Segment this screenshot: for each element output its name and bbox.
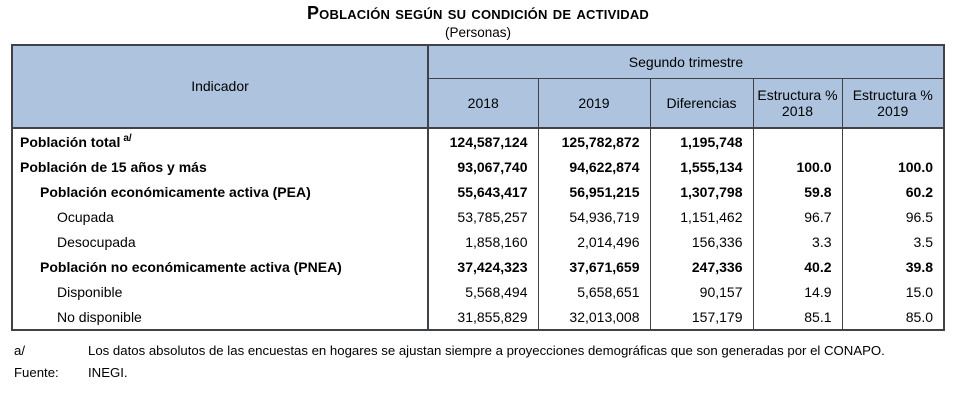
value-diff-cell: 1,151,462 — [650, 204, 753, 229]
column-header-estructura-2018: Estructura % 2018 — [753, 79, 842, 129]
row-label-cell: Población no económicamente activa (PNEA) — [12, 254, 428, 279]
column-header-indicator: Indicador — [12, 45, 428, 128]
value-est2018-cell: 3.3 — [753, 229, 842, 254]
table-header — [12, 45, 944, 128]
table-row — [12, 279, 944, 304]
table-row — [12, 254, 944, 279]
column-group-header: Segundo trimestre — [428, 45, 944, 79]
page-title: Población según su condición de actividad — [306, 3, 650, 23]
column-header-2018: 2018 — [428, 79, 538, 129]
value-est2019-cell: 96.5 — [842, 204, 944, 229]
value-diff-cell: 1,555,134 — [650, 154, 753, 179]
row-label-cell: Desocupada — [12, 229, 428, 254]
value-2019-cell: 32,013,008 — [538, 304, 650, 330]
value-diff-cell: 90,157 — [650, 279, 753, 304]
footnote-label: a/ — [14, 343, 25, 359]
row-label-cell: Ocupada — [12, 204, 428, 229]
value-2018-cell: 1,858,160 — [428, 229, 538, 254]
table-row — [12, 204, 944, 229]
row-label: Población total — [20, 133, 121, 150]
value-2018-cell: 31,855,829 — [428, 304, 538, 330]
column-header-2019: 2019 — [538, 79, 650, 129]
table-body — [12, 128, 944, 330]
row-label-cell: Disponible — [12, 279, 428, 304]
value-est2019-cell: 100.0 — [842, 154, 944, 179]
value-est2018-cell: 14.9 — [753, 279, 842, 304]
value-2019-cell: 54,936,719 — [538, 204, 650, 229]
value-2018-cell: 53,785,257 — [428, 204, 538, 229]
row-label-cell: Población económicamente activa (PEA) — [12, 179, 428, 204]
row-label-cell: No disponible — [12, 304, 428, 330]
value-2019-cell: 2,014,496 — [538, 229, 650, 254]
table-row — [12, 154, 944, 179]
value-est2019-cell: 85.0 — [842, 304, 944, 330]
source-label: Fuente: — [14, 365, 59, 381]
value-diff-cell: 157,179 — [650, 304, 753, 330]
column-header-diferencias: Diferencias — [650, 79, 753, 129]
value-est2018-cell: 96.7 — [753, 204, 842, 229]
value-2019-cell: 94,622,874 — [538, 154, 650, 179]
value-est2018-cell: 40.2 — [753, 254, 842, 279]
table-row — [12, 179, 944, 204]
value-2019-cell: 125,782,872 — [538, 128, 650, 154]
value-diff-cell: 247,336 — [650, 254, 753, 279]
value-est2019-cell: 15.0 — [842, 279, 944, 304]
row-label-cell — [12, 128, 428, 154]
value-2019-cell: 5,658,651 — [538, 279, 650, 304]
value-2018-cell: 93,067,740 — [428, 154, 538, 179]
value-est2018-cell: 100.0 — [753, 154, 842, 179]
value-2018-cell: 37,424,323 — [428, 254, 538, 279]
page-subtitle: (Personas) — [444, 24, 512, 40]
footnote-ref: a/ — [123, 133, 132, 145]
value-2018-cell: 5,568,494 — [428, 279, 538, 304]
header-group-row — [12, 45, 944, 79]
table-row — [12, 128, 944, 154]
activity-table — [11, 44, 945, 331]
value-2018-cell: 55,643,417 — [428, 179, 538, 204]
value-est2018-cell: 85.1 — [753, 304, 842, 330]
value-2018-cell: 124,587,124 — [428, 128, 538, 154]
row-label-cell: Población de 15 años y más — [12, 154, 428, 179]
footnotes — [14, 342, 956, 382]
table-row — [12, 304, 944, 330]
column-header-estructura-2019: Estructura % 2019 — [842, 79, 944, 129]
table-row — [12, 229, 944, 254]
source-line — [14, 364, 956, 382]
value-est2018-cell: 59.8 — [753, 179, 842, 204]
value-est2019-cell — [842, 128, 944, 154]
value-diff-cell: 1,195,748 — [650, 128, 753, 154]
value-diff-cell: 156,336 — [650, 229, 753, 254]
value-est2019-cell: 39.8 — [842, 254, 944, 279]
value-2019-cell: 37,671,659 — [538, 254, 650, 279]
source-text: INEGI. — [88, 365, 128, 381]
footnote-a — [14, 342, 956, 360]
value-est2019-cell: 60.2 — [842, 179, 944, 204]
value-est2018-cell — [753, 128, 842, 154]
value-diff-cell: 1,307,798 — [650, 179, 753, 204]
value-est2019-cell: 3.5 — [842, 229, 944, 254]
footnote-text: Los datos absolutos de las encuestas en hogares se ajustan siempre a proyecciones demográficas que son generadas por el CONAPO. — [88, 343, 885, 359]
value-2019-cell: 56,951,215 — [538, 179, 650, 204]
